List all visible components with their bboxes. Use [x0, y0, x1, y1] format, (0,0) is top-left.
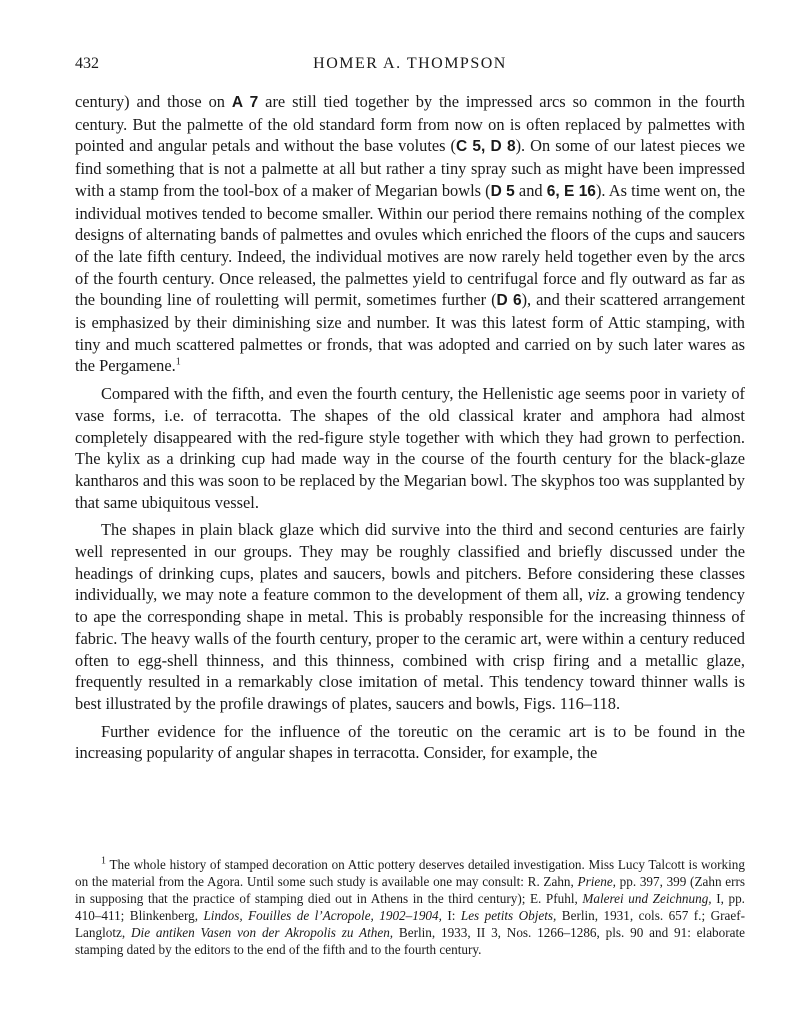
text-run: I:: [441, 908, 461, 924]
catalogue-ref: C 5, D 8: [456, 138, 516, 156]
page-number: 432: [75, 55, 99, 72]
footnote: [75, 856, 745, 959]
page-header: [75, 55, 745, 79]
text-run: ). On some of our latest pieces we find something that is not a palmette at all but rather a tiny spray such as might have been impressed with a stamp from the tool-box of a maker of Megarian bowls (: [75, 136, 745, 200]
italic-text: Die antiken Vasen von der Akropolis zu Athen,: [131, 925, 394, 941]
text-run: are still tied together by the impressed arcs so common in the fourth century. But the palmette of the old standard form from now on is often replaced by palmettes with pointed and angular petals and without the base volutes (: [75, 92, 745, 156]
catalogue-ref: A 7: [231, 94, 259, 111]
text-run: Compared with the fifth, and even the fourth century, the Hellenistic age seems poor in variety of vase forms, i.e. of terracotta. The shapes of the old classical krater and amphora had almost completely disappeared with the red-figure style together with which they had grown to perfection. The kylix as a drinking cup had made way in the course of the fourth century for the black-glaze kantharos and this was soon to be replaced by the Megarian bowl. The skyphos too was supplanted by that same ubiquitous vessel.: [75, 384, 745, 512]
text-run: The whole history of stamped decoration on Attic pottery deserves detailed investigation. Miss Lucy Talcott is working on the material from the Agora. Until some such study is available one may consult: R. Zahn,: [75, 857, 745, 890]
text-run: Further evidence for the influence of the toreutic on the ceramic art is to be found in the increasing popularity of angular shapes in terracotta. Consider, for example, the: [75, 721, 745, 763]
text-run: and: [514, 180, 547, 200]
text-run: Berlin, 1933, II 3, Nos. 1266–1286, pls. 90 and 91: elaborate stamping dated by the editors to the end of the fifth and to the fourth century.: [75, 925, 745, 958]
footnote-marker: 1: [175, 356, 181, 368]
body-text: [75, 91, 745, 764]
italic-text: Malerei und Zeichnung,: [582, 891, 712, 907]
italic-text: Les petits Objets,: [460, 908, 557, 924]
running-head: HOMER A. THOMPSON: [313, 55, 507, 72]
text-run: pp. 397, 399 (Zahn errs in supposing that the practice of stamping died out in Athens in the third century); E. Pfuhl,: [75, 874, 745, 907]
italic-text: Lindos, Fouilles de l’Acropole, 1902–1904,: [203, 908, 442, 924]
text-run: ), and their scattered arrangement is emphasized by their diminishing size and number. It was this latest form of Attic stamping, with tiny and much scattered palmettes or fronds, that was adopted and carried on by such later wares as the Pergamene.: [75, 290, 745, 376]
paragraph: [75, 91, 745, 377]
text-run: century) and those on: [75, 92, 232, 111]
text-run: Berlin, 1931, cols. 657 f.; Graef-Langlotz,: [75, 908, 745, 941]
paragraph: [75, 519, 745, 714]
paragraph: [75, 383, 745, 513]
catalogue-ref: 6, E 16: [546, 182, 596, 200]
italic-text: viz.: [587, 585, 610, 605]
catalogue-ref: D 5: [490, 182, 515, 200]
text-run: ). As time went on, the individual motives tended to become smaller. Within our period there remains nothing of the complex designs of alternating bands of palmettes and ovules which enriched the floors of the cups and saucers of the late fifth century. Indeed, the individual motives are now rarely held together even by the arcs of the fourth century. Once released, the palmettes yield to centrifugal force and fly outward as far as the bounding line of rouletting will permit, sometimes further (: [75, 180, 745, 310]
italic-text: Priene,: [577, 874, 616, 890]
catalogue-ref: D 6: [496, 292, 522, 310]
text-run: The shapes in plain black glaze which did survive into the third and second centuries are fairly well represented in our groups. They may be roughly classified and briefly discussed under the headings of drinking cups, plates and saucers, bowls and pitchers. Before considering these classes individually, we may note a feature common to the development of them all,: [75, 520, 745, 605]
text-run: a growing tendency to ape the corresponding shape in metal. This is probably responsible for the increasing thinness of fabric. The heavy walls of the fourth century, proper to the ceramic art, were within a century reduced often to egg-shell thinness, and this thinness, combined with crisp firing and a metallic glaze, frequently resulted in a remarkably close imitation of metal. This tendency toward thinner walls is best illustrated by the profile drawings of plates, saucers and bowls, Figs. 116–118.: [75, 585, 745, 713]
text-run: I, pp. 410–411; Blinkenberg,: [75, 891, 745, 924]
paragraph: [75, 721, 745, 764]
footnote-marker: 1: [101, 855, 106, 867]
